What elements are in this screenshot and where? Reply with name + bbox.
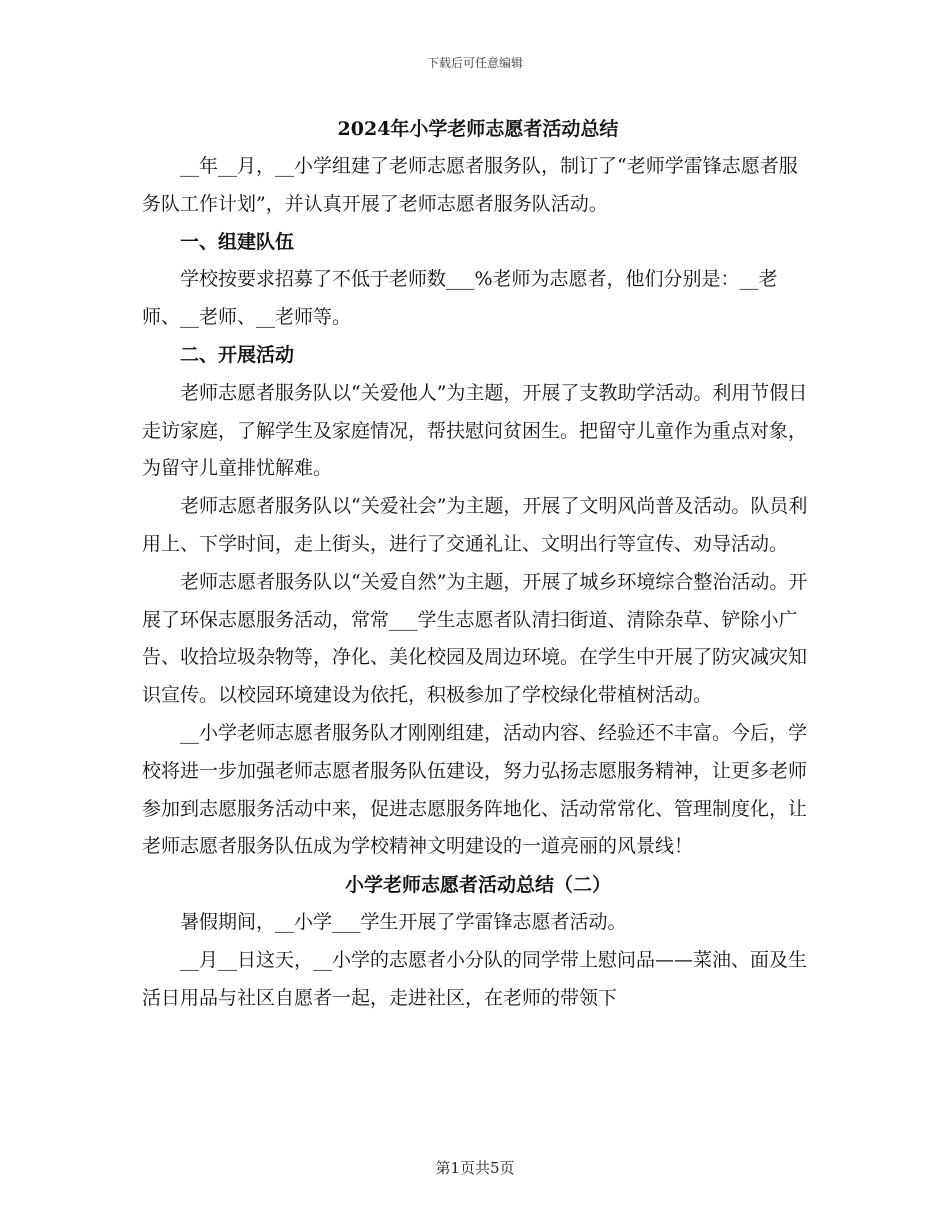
section-heading-team: 一、组建队伍 — [180, 230, 295, 253]
page-number: 第1页共5页 — [435, 1159, 515, 1177]
second-doc-paragraph-2: __月__日这天，__小学的志愿者小分队的同学带上慰问品——菜油、面及生活日用品与社区自愿者一起，走进社区，在老师的带领下 — [142, 948, 808, 1009]
team-paragraph: 学校按要求招募了不低于老师数___%老师为志愿者，他们分别是：__老师、__老师、__老师等。 — [142, 268, 778, 329]
activity-paragraph-society: 老师志愿者服务队以“关爱社会”为主题，开展了文明风尚普及活动。队员利用上、下学时间，走上街头，进行了交通礼让、文明出行等宣传、劝导活动。 — [142, 495, 808, 555]
intro-paragraph: __年__月，__小学组建了老师志愿者服务队，制订了“老师学雷锋志愿者服务队工作计划”，并认真开展了老师志愿者服务队活动。 — [142, 155, 798, 215]
second-document-title: 小学老师志愿者活动总结（二） — [344, 874, 611, 897]
document-body — [142, 110, 814, 1018]
activity-paragraph-nature: 老师志愿者服务队以“关爱自然”为主题，开展了城乡环境综合整治活动。开展了环保志愿服务活动，常常___学生志愿者队清扫街道、清除杂草、铲除小广告、收拾垃圾杂物等，净化、美化校园及周边环境。在学生中开展了防灾减灾知识宣传。以校园环境建设为依托，积极参加了学校绿化带植树活动。 — [142, 570, 808, 707]
activity-paragraph-others: 老师志愿者服务队以“关爱他人”为主题，开展了支教助学活动。利用节假日走访家庭，了解学生及家庭情况，帮扶慰问贫困生。把留守儿童作为重点对象，为留守儿童排忧解难。 — [142, 381, 808, 480]
section-heading-activities: 二、开展活动 — [180, 343, 295, 366]
header-note: 下载后可任意编辑 — [426, 56, 523, 70]
second-doc-paragraph-1: 暑假期间，__小学___学生开展了学雷锋志愿者活动。 — [180, 911, 627, 934]
document-title: 2024年小学老师志愿者活动总结 — [337, 118, 619, 140]
conclusion-paragraph: __小学老师志愿者服务队才刚刚组建，活动内容、经验还不丰富。今后，学校将进一步加强老师志愿者服务队伍建设，努力弘扬志愿服务精神，让更多老师参加到志愿服务活动中来，促进志愿服务阵地化、活动常常化、管理制度化，让老师志愿者服务队伍成为学校精神文明建设的一道亮丽的风景线！ — [142, 721, 808, 858]
